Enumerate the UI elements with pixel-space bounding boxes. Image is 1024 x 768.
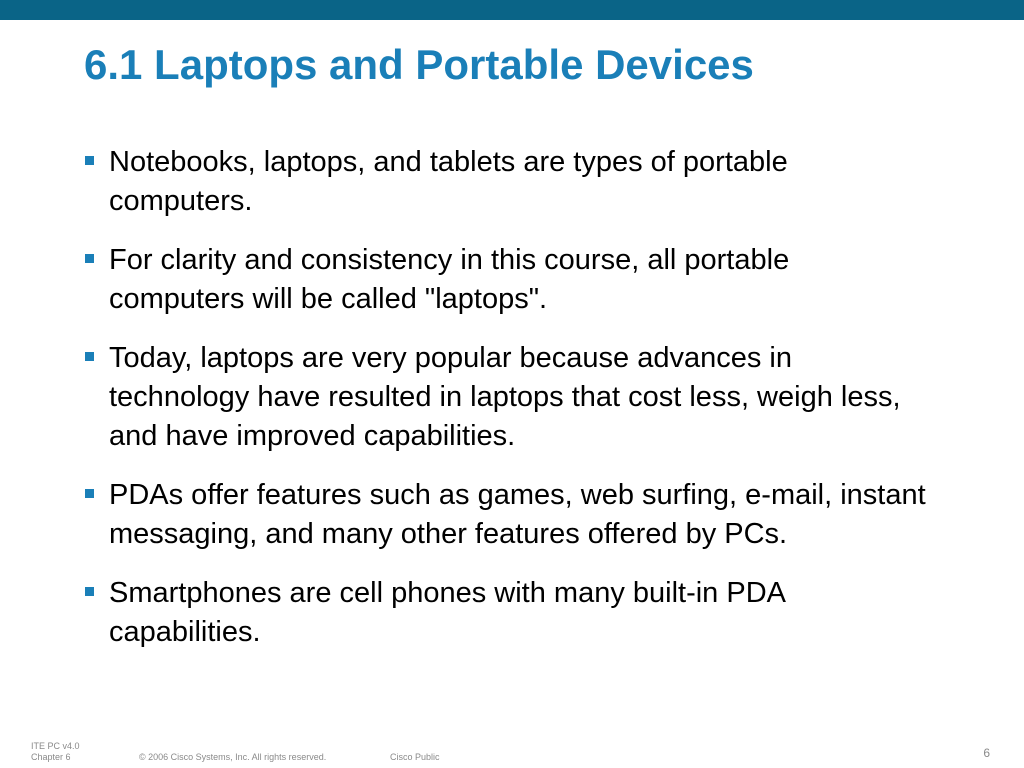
square-bullet-icon — [85, 489, 94, 498]
footer-chapter: Chapter 6 — [31, 752, 71, 762]
bullet-item — [82, 143, 932, 221]
bullet-text: For clarity and consistency in this course, all portable computers will be called "laptops". — [109, 244, 790, 315]
bullet-text: Smartphones are cell phones with many built-in PDA capabilities. — [109, 577, 785, 648]
square-bullet-icon — [85, 254, 94, 263]
square-bullet-icon — [85, 156, 94, 165]
top-accent-bar — [0, 0, 1024, 20]
footer-classification: Cisco Public — [390, 752, 440, 762]
footer-copyright: © 2006 Cisco Systems, Inc. All rights reserved. — [139, 752, 327, 762]
page-number: 6 — [983, 746, 990, 760]
bullet-item — [82, 339, 932, 456]
bullet-text: PDAs offer features such as games, web surfing, e-mail, instant messaging, and many other features offered by PCs. — [109, 479, 926, 550]
bullet-item — [82, 574, 932, 652]
bullet-list — [82, 143, 932, 672]
bullet-text: Notebooks, laptops, and tablets are types of portable computers. — [109, 146, 788, 217]
square-bullet-icon — [85, 587, 94, 596]
square-bullet-icon — [85, 352, 94, 361]
bullet-text: Today, laptops are very popular because advances in technology have resulted in laptops that cost less, weigh less, and have improved capabilities. — [109, 342, 901, 452]
bullet-item — [82, 476, 932, 554]
slide-title: 6.1 Laptops and Portable Devices — [84, 41, 754, 88]
footer-course-title: ITE PC v4.0 — [31, 741, 80, 751]
bullet-item — [82, 241, 932, 319]
footer-course-info — [31, 741, 80, 763]
